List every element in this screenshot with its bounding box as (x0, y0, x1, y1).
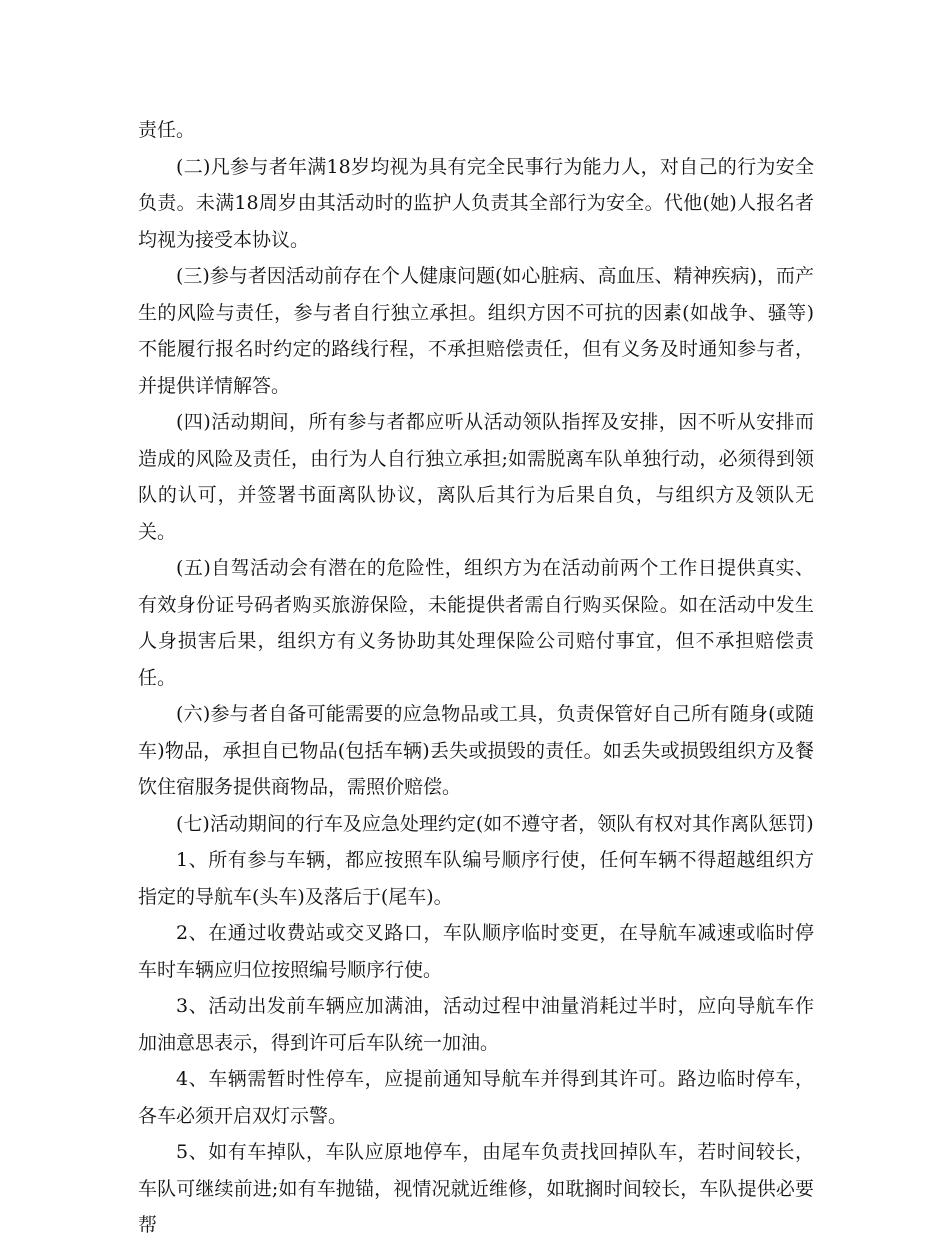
paragraph-2: (二)凡参与者年满18岁均视为具有完全民事行为能力人，对自己的行为安全负责。未满18周岁由其活动时的监护人负责其全部行为安全。代他(她)人报名者均视为接受本协议。 (138, 155, 814, 251)
rule-item-4: 4、车辆需暂时性停车，应提前通知导航车并得到其许可。路边临时停车，各车必须开启双灯示警。 (138, 1068, 814, 1127)
paragraph-continuation: 责任。 (138, 119, 196, 141)
rule-item-3: 3、活动出发前车辆应加满油，活动过程中油量消耗过半时，应向导航车作加油意思表示，得到许可后车队统一加油。 (138, 995, 814, 1054)
paragraph-4: (四)活动期间，所有参与者都应听从活动领队指挥及安排，因不听从安排而造成的风险及责任，由行为人自行独立承担;如需脱离车队单独行动，必须得到领队的认可，并签署书面离队协议，离队后其行为后果自负，与组织方及领队无关。 (138, 411, 814, 543)
paragraph-3: (三)参与者因活动前存在个人健康问题(如心脏病、高血压、精神疾病)，而产生的风险与责任，参与者自行独立承担。组织方因不可抗的因素(如战争、骚等)不能履行报名时约定的路线行程，不承担赔偿责任，但有义务及时通知参与者，并提供详情解答。 (138, 265, 814, 397)
paragraph-5: (五)自驾活动会有潜在的危险性，组织方为在活动前两个工作日提供真实、有效身份证号码者购买旅游保险，未能提供者需自行购买保险。如在活动中发生人身损害后果，组织方有义务协助其处理保险公司赔付事宜，但不承担赔偿责任。 (138, 557, 814, 689)
document-body (138, 112, 814, 1244)
rule-item-5: 5、如有车掉队，车队应原地停车，由尾车负责找回掉队车，若时间较长，车队可继续前进;如有车抛锚，视情况就近维修，如耽搁时间较长，车队提供必要帮 (138, 1141, 814, 1236)
paragraph-7-heading: (七)活动期间的行车及应急处理约定(如不遵守者，领队有权对其作离队惩罚) (176, 812, 814, 835)
rule-item-2: 2、在通过收费站或交叉路口，车队顺序临时变更，在导航车减速或临时停车时车辆应归位按照编号顺序行使。 (138, 922, 814, 981)
paragraph-6: (六)参与者自备可能需要的应急物品或工具，负责保管好自己所有随身(或随车)物品，承担自已物品(包括车辆)丢失或损毁的责任。如丢失或损毁组织方及餐饮住宿服务提供商物品，需照价赔偿。 (138, 703, 814, 798)
rule-item-1: 1、所有参与车辆，都应按照车队编号顺序行使，任何车辆不得超越组织方指定的导航车(头车)及落后于(尾车)。 (138, 849, 814, 908)
